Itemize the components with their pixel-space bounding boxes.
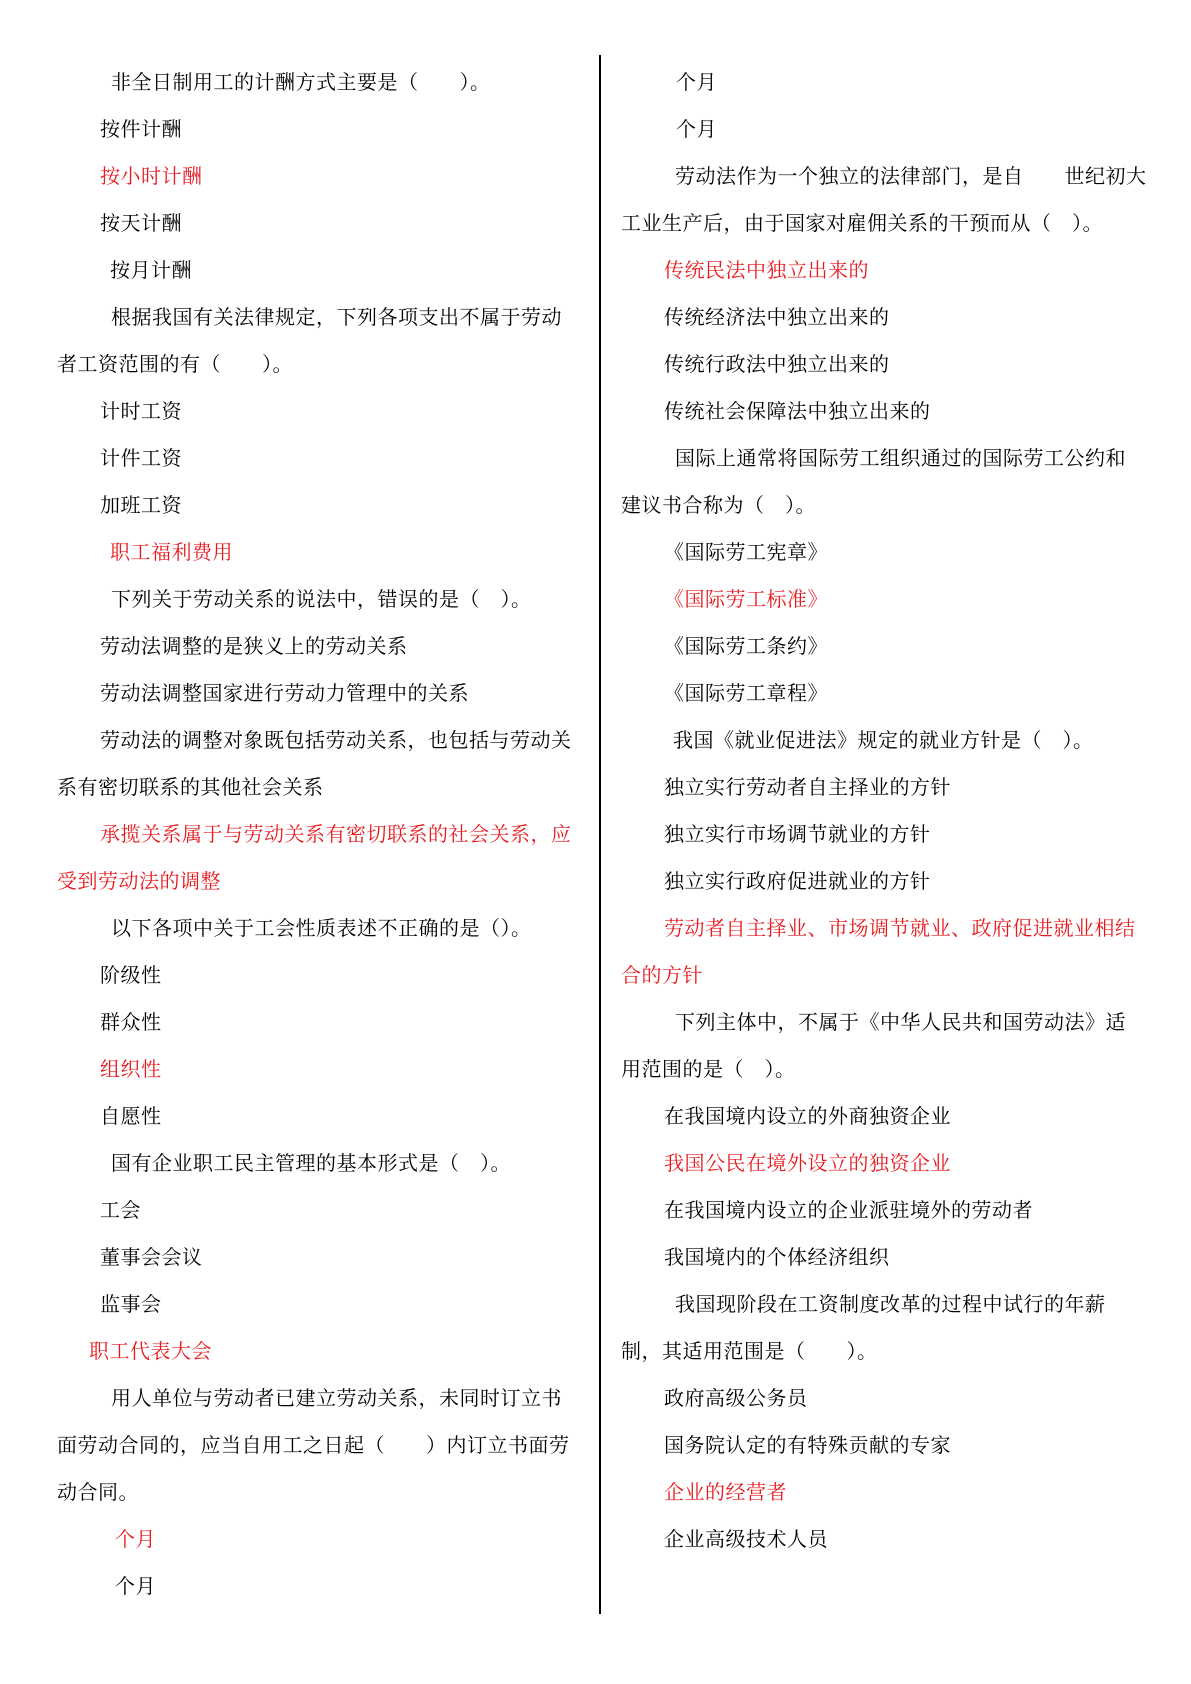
answer-text: 劳动者自主择业、市场调节就业、政府促进就业相结 [664,916,1136,940]
answer-text: 个月 [115,1527,156,1551]
option-text: 独立实行劳动者自主择业的方针 [664,775,951,799]
question-text: 国际上通常将国际劳工组织通过的国际劳工公约和 [675,446,1126,470]
answer-text: 《国际劳工标准》 [664,587,828,611]
left-column [57,59,587,1610]
answer-text-continued: 合的方针 [621,963,703,987]
question-text: 根据我国有关法律规定，下列各项支出不属于劳动 [111,305,562,329]
answer-text: 按小时计酬 [100,164,203,188]
option-text: 《国际劳工宪章》 [664,540,828,564]
question-text: 以下各项中关于工会性质表述不正确的是（）。 [111,916,532,940]
option-text-continued: 系有密切联系的其他社会关系 [57,775,324,799]
option-text: 按件计酬 [100,117,182,141]
question-text-continued: 动合同。 [57,1480,139,1504]
option-text: 企业高级技术人员 [664,1527,828,1551]
answer-text: 承揽关系属于与劳动关系有密切联系的社会关系，应 [100,822,572,846]
answer-text: 职工代表大会 [89,1339,212,1363]
option-text: 计时工资 [100,399,182,423]
option-text: 董事会会议 [100,1245,203,1269]
option-text: 按月计酬 [110,258,192,282]
question-text: 劳动法作为一个独立的法律部门，是自 世纪初大 [675,164,1147,188]
question-text: 我国现阶段在工资制度改革的过程中试行的年薪 [675,1292,1106,1316]
option-text: 监事会 [100,1292,162,1316]
question-text-continued: 工业生产后，由于国家对雇佣关系的干预而从（ ）。 [621,211,1103,235]
option-text: 个月 [676,70,717,94]
option-text: 国务院认定的有特殊贡献的专家 [664,1433,951,1457]
answer-text: 传统民法中独立出来的 [664,258,869,282]
answer-text: 组织性 [100,1057,162,1081]
option-text: 计件工资 [100,446,182,470]
option-text: 《国际劳工条约》 [664,634,828,658]
question-text-continued: 制，其适用范围是（ ）。 [621,1339,878,1363]
option-text: 个月 [676,117,717,141]
option-text: 在我国境内设立的企业派驻境外的劳动者 [664,1198,1033,1222]
option-text: 加班工资 [100,493,182,517]
question-text: 国有企业职工民主管理的基本形式是（ ）。 [111,1151,511,1175]
question-text-continued: 用范围的是（ ）。 [621,1057,796,1081]
question-text: 我国《就业促进法》规定的就业方针是（ ）。 [673,728,1094,752]
question-text: 下列关于劳动关系的说法中，错误的是（ ）。 [111,587,532,611]
option-text: 独立实行政府促进就业的方针 [664,869,931,893]
option-text: 群众性 [100,1010,162,1034]
option-text: 按天计酬 [100,211,182,235]
right-column [621,59,1147,1563]
answer-text: 职工福利费用 [110,540,233,564]
option-text: 传统行政法中独立出来的 [664,352,890,376]
question-text-continued: 建议书合称为（ ）。 [621,493,816,517]
answer-text-continued: 受到劳动法的调整 [57,869,221,893]
option-text: 传统经济法中独立出来的 [664,305,890,329]
question-text: 用人单位与劳动者已建立劳动关系，未同时订立书 [111,1386,562,1410]
option-text: 我国境内的个体经济组织 [664,1245,890,1269]
question-text-continued: 者工资范围的有（ ）。 [57,352,293,376]
option-text: 政府高级公务员 [664,1386,808,1410]
option-text: 劳动法调整的是狭义上的劳动关系 [100,634,408,658]
answer-text: 企业的经营者 [664,1480,787,1504]
option-text: 传统社会保障法中独立出来的 [664,399,931,423]
option-text: 自愿性 [100,1104,162,1128]
option-text: 在我国境内设立的外商独资企业 [664,1104,951,1128]
answer-text: 我国公民在境外设立的独资企业 [664,1151,951,1175]
option-text: 劳动法调整国家进行劳动力管理中的关系 [100,681,469,705]
option-text: 个月 [115,1574,156,1598]
option-text: 阶级性 [100,963,162,987]
column-divider [599,55,601,1614]
option-text: 《国际劳工章程》 [664,681,828,705]
question-text-continued: 面劳动合同的，应当自用工之日起（ ）内订立书面劳 [57,1433,570,1457]
question-text: 非全日制用工的计酬方式主要是（ ）。 [111,70,491,94]
option-text: 工会 [100,1198,141,1222]
question-text: 下列主体中，不属于《中华人民共和国劳动法》适 [675,1010,1126,1034]
option-text: 劳动法的调整对象既包括劳动关系，也包括与劳动关 [100,728,572,752]
option-text: 独立实行市场调节就业的方针 [664,822,931,846]
